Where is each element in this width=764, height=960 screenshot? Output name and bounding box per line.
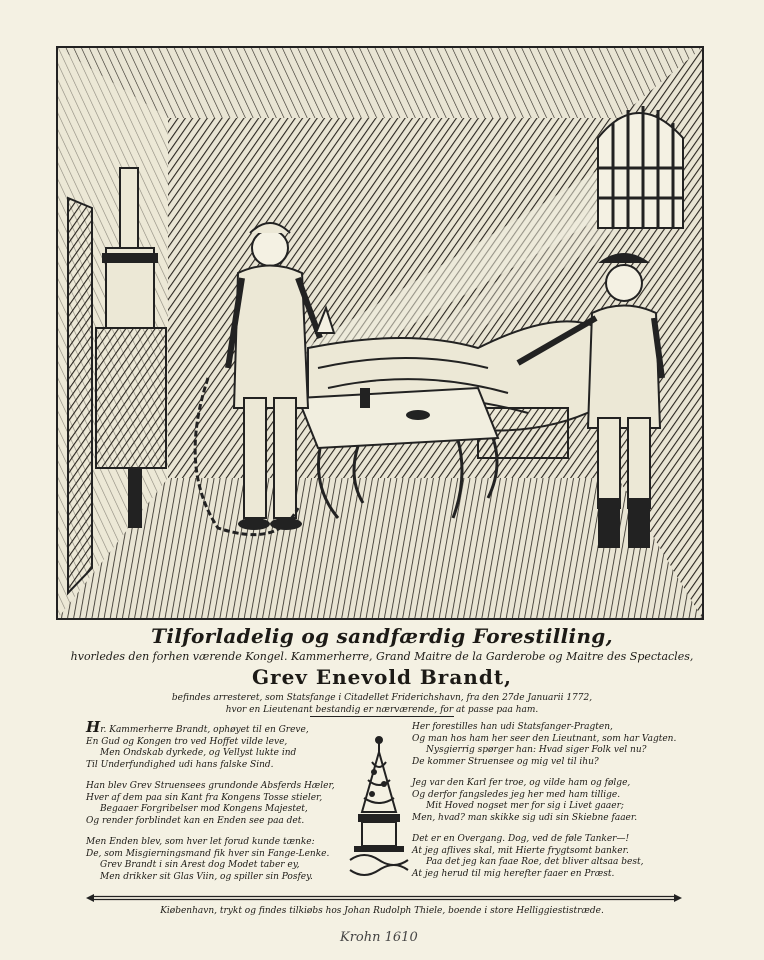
- stanza: [86, 781, 356, 827]
- verse-line: Begaaer Forgribelser mod Kongens Majestet,: [100, 804, 308, 814]
- heading-detail-1: befindes arresteret, som Statsfange i Citadellet Friderichshavn, fra den 27de Januarii 1772,: [171, 693, 593, 703]
- stanza: [86, 837, 356, 883]
- verse-line: Det er en Overgang. Dog, ved de føle Tanker—!: [412, 834, 630, 844]
- prison-cell-scene: [58, 48, 702, 618]
- verse-line: Han blev Grev Struensees grundonde Absferds Hæler,: [86, 781, 335, 791]
- verse-line: At jeg aflives skal, mit Hierte frygtsomt banker.: [412, 845, 629, 856]
- verse-line: Hr. Kammerherre Brandt, ophøyet til en Greve,: [86, 718, 309, 736]
- stanza: [412, 778, 682, 824]
- verse-line: At jeg herud til mig herefter faaer en Præst.: [412, 868, 615, 879]
- stanza: [86, 718, 356, 771]
- verses-right-column: [412, 722, 682, 890]
- verse-line: Og derfor fangsledes jeg her med ham tillige.: [412, 789, 621, 800]
- verse-line: Og render forblindet kan en Enden see paa det.: [86, 815, 305, 826]
- verse-line: Her forestilles han udi Statsfanger-Pragten,: [412, 722, 613, 732]
- verse-line: Men Ondskab dyrkede, og Vellyst lukte ind: [100, 748, 297, 758]
- verse-line: Men Enden blev, som hver let forud kunde tænke:: [86, 837, 315, 847]
- broadside-heading: [0, 624, 764, 715]
- verse-line: Mit Hoved nogset mer for sig i Livet gaaer;: [426, 801, 624, 811]
- stanza: [412, 834, 682, 880]
- verse-line: Til Underfundighed udi hans falske Sind.: [86, 759, 274, 770]
- footer-ornament-rule: [86, 894, 682, 902]
- verse-line: Grev Brandt i sin Arest dog Modet taber ey,: [100, 860, 300, 870]
- ornamental-emblem: [344, 732, 414, 882]
- printer-imprint: Kiøbenhavn, trykt og findes tilkiøbs hos Johan Rudolph Thiele, boende i store Helliggiestistræde.: [160, 906, 604, 916]
- heading-detail-2: hvor en Lieutenant bestandig er nærværende, for at passe paa ham.: [225, 705, 539, 715]
- verse-line: En Gud og Kongen tro ved Hoffet vilde leve,: [86, 736, 288, 747]
- heading-title: Tilforladelig og sandfærdig Forestilling,: [151, 624, 613, 648]
- verse-line: Hver af dem paa sin Kant fra Kongens Tosse stieler,: [86, 792, 323, 803]
- verse-line: Men drikker sit Glas Viin, og spiller sin Posfey.: [100, 871, 313, 882]
- verse-line: Nysgierrig spørger han: Hvad siger Folk vel nu?: [426, 745, 647, 755]
- stanza: [412, 722, 682, 768]
- heading-subtitle: hvorledes den forhen værende Kongel. Kammerherre, Grand Maitre de la Garderobe og Maitre des Spectacles,: [70, 650, 694, 663]
- archive-annotation: Krohn 1610: [340, 930, 418, 945]
- verses-left-column: [86, 718, 356, 893]
- verse-line: Jeg var den Karl fer troe, og vilde ham og følge,: [412, 778, 631, 788]
- heading-name: Grev Enevold Brandt,: [251, 665, 513, 689]
- heading-divider: [310, 716, 454, 717]
- verse-line: De, som Misgierningsmand fik hver sin Fange-Lenke.: [86, 848, 330, 859]
- woodcut-illustration: [56, 46, 704, 620]
- verse-line: Og man hos ham her seer den Lieutnant, som har Vagten.: [412, 733, 677, 744]
- verse-line: Paa det jeg kan faae Roe, det bliver altsaa best,: [426, 857, 644, 867]
- verse-line: Men, hvad? man skikke sig udi sin Skiebne faaer.: [412, 812, 638, 823]
- verse-line: De kommer Struensee og mig vel til ihu?: [412, 756, 599, 767]
